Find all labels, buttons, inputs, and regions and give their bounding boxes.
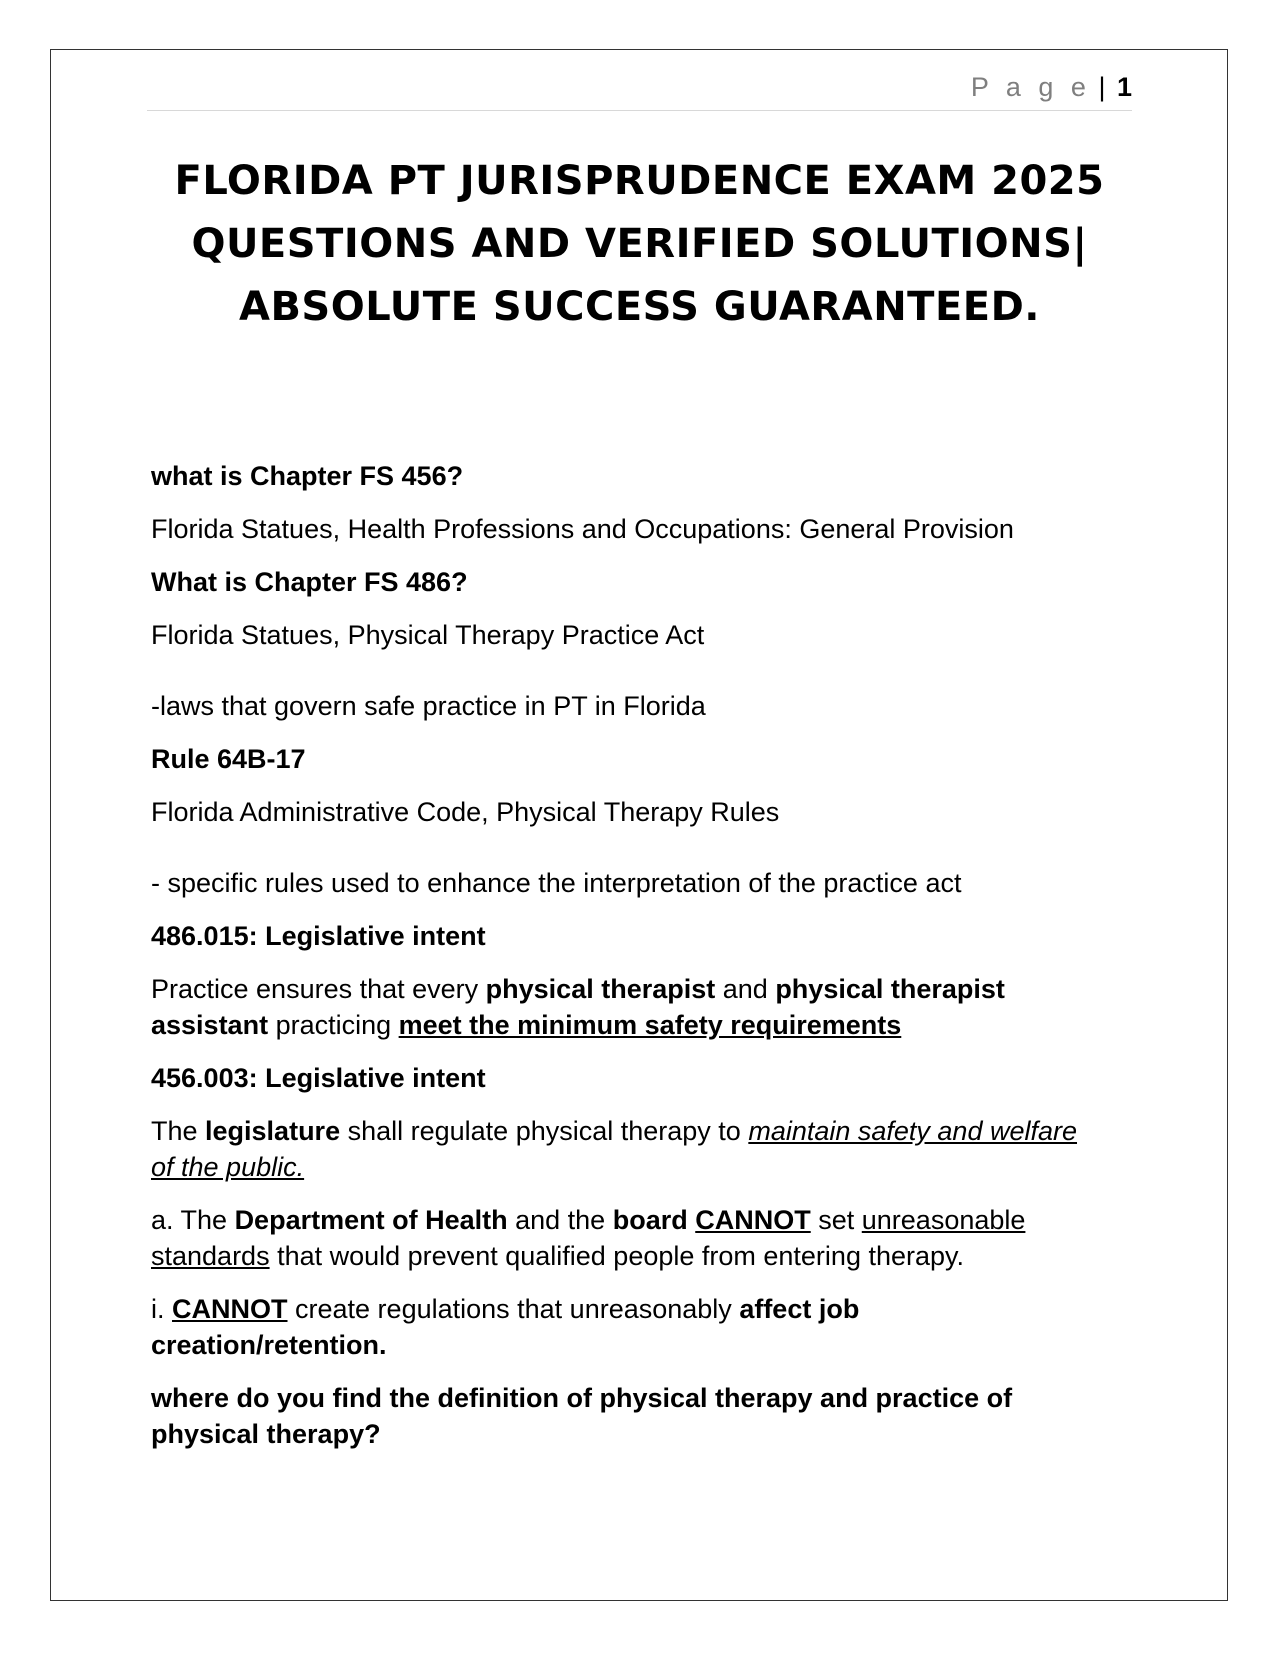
page-header xyxy=(147,72,1132,111)
answer-fs-486: Florida Statues, Physical Therapy Practice Act xyxy=(151,620,705,650)
answer-rule-64b-17-note: - specific rules used to enhance the interpretation of the practice act xyxy=(151,868,962,898)
text-run: and xyxy=(715,974,776,1004)
text-run-bold: affect job creation/retention. xyxy=(151,1294,860,1360)
document-title xyxy=(147,150,1132,339)
text-run: that would prevent qualified people from entering therapy. xyxy=(269,1241,965,1271)
question-fs-486: What is Chapter FS 486? xyxy=(151,567,468,597)
answer-fs-486-note: -laws that govern safe practice in PT in Florida xyxy=(151,691,706,721)
text-run-bold: Department of Health xyxy=(234,1205,508,1235)
answer-fs-456: Florida Statues, Health Professions and Occupations: General Provision xyxy=(151,514,1014,544)
text-run-bold: physical therapist xyxy=(485,974,716,1004)
title-line-2: QUESTIONS AND VERIFIED SOLUTIONS| xyxy=(191,221,1088,267)
text-run: The xyxy=(151,1116,206,1146)
question-definition-pt: where do you find the definition of physical therapy and practice of physical therapy? xyxy=(151,1383,1013,1449)
question-456-003: 456.003: Legislative intent xyxy=(151,1063,486,1093)
text-run-italic-underline: maintain safety and welfare of the public. xyxy=(151,1116,1078,1182)
text-run: set xyxy=(810,1205,862,1235)
text-run-bold-underline: CANNOT xyxy=(695,1205,811,1235)
text-run-bold: physical therapist assistant xyxy=(151,974,1005,1040)
text-run: Practice ensures that every xyxy=(151,974,486,1004)
text-run-bold: board xyxy=(612,1205,688,1235)
text-run: and the xyxy=(507,1205,613,1235)
page-label: P a g e xyxy=(970,72,1091,102)
text-run-underline: unreasonable standards xyxy=(151,1205,1026,1271)
text-run-bold-underline: meet the minimum safety requirements xyxy=(398,1010,902,1040)
text-run-bold-underline: CANNOT xyxy=(172,1294,288,1324)
text-run: i. xyxy=(151,1294,173,1324)
text-run-bold: legislature xyxy=(205,1116,341,1146)
question-fs-456: what is Chapter FS 456? xyxy=(151,461,464,491)
page-separator: | xyxy=(1098,72,1106,102)
title-line-1: FLORIDA PT JURISPRUDENCE EXAM 2025 xyxy=(174,158,1105,204)
text-run: shall regulate physical therapy to xyxy=(340,1116,749,1146)
answer-456-003-i xyxy=(151,1291,1101,1363)
page-number: 1 xyxy=(1116,72,1132,102)
text-run: practicing xyxy=(268,1010,399,1040)
answer-486-015 xyxy=(151,971,1101,1043)
title-line-3: ABSOLUTE SUCCESS GUARANTEED. xyxy=(238,284,1040,330)
question-486-015: 486.015: Legislative intent xyxy=(151,921,486,951)
text-run: a. The xyxy=(151,1205,235,1235)
answer-rule-64b-17: Florida Administrative Code, Physical Therapy Rules xyxy=(151,797,780,827)
text-run: create regulations that unreasonably xyxy=(287,1294,740,1324)
question-rule-64b-17: Rule 64B-17 xyxy=(151,744,306,774)
qa-content xyxy=(151,458,1101,1469)
answer-456-003-a xyxy=(151,1202,1101,1274)
answer-456-003 xyxy=(151,1113,1101,1185)
